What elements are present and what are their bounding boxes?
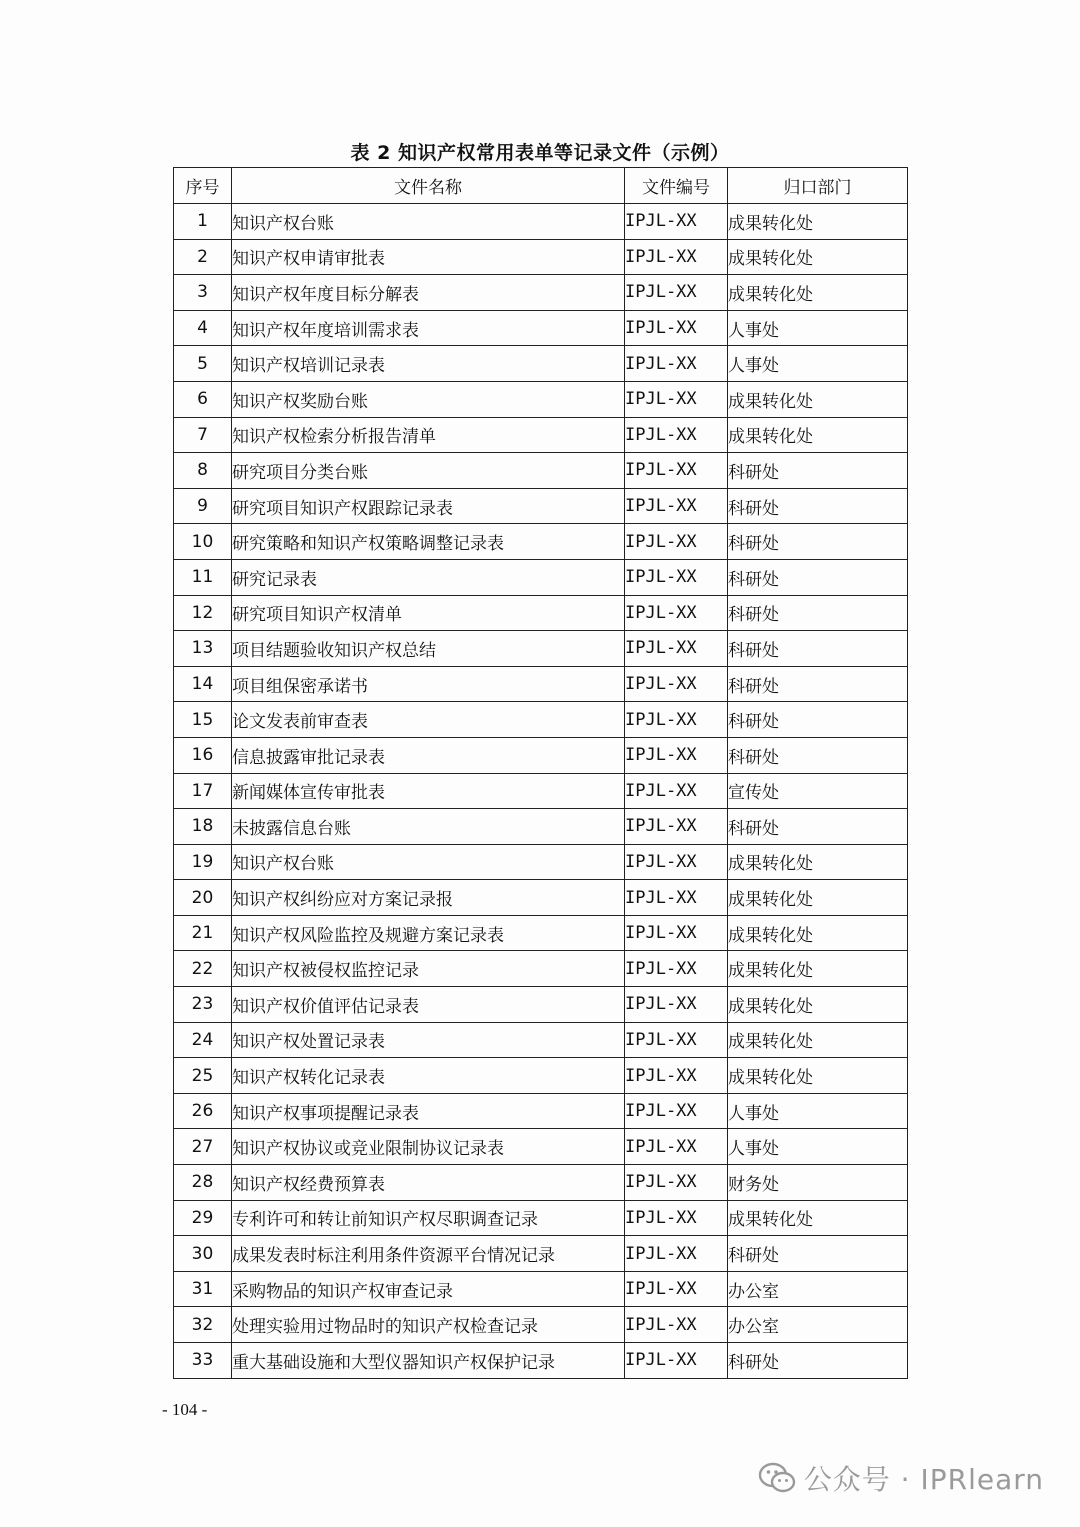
- file-name-cell: 知识产权处置记录表: [232, 1022, 625, 1058]
- table-row: [174, 951, 908, 987]
- department-cell: 成果转化处: [728, 1058, 908, 1094]
- file-name-cell: 知识产权经费预算表: [232, 1165, 625, 1201]
- file-code-cell: IPJL-XX: [625, 1165, 728, 1201]
- file-name-cell: 处理实验用过物品时的知识产权检查记录: [232, 1307, 625, 1343]
- serial-cell: 15: [174, 702, 232, 738]
- table-row: [174, 1058, 908, 1094]
- table-row: [174, 1307, 908, 1343]
- serial-cell: 13: [174, 631, 232, 667]
- serial-cell: 9: [174, 488, 232, 524]
- department-cell: 人事处: [728, 1093, 908, 1129]
- file-code-cell: IPJL-XX: [625, 453, 728, 489]
- serial-cell: 11: [174, 559, 232, 595]
- file-name-cell: 专利许可和转让前知识产权尽职调查记录: [232, 1200, 625, 1236]
- file-name-cell: 知识产权被侵权监控记录: [232, 951, 625, 987]
- serial-cell: 26: [174, 1093, 232, 1129]
- department-cell: 科研处: [728, 666, 908, 702]
- serial-cell: 28: [174, 1165, 232, 1201]
- department-cell: 人事处: [728, 310, 908, 346]
- file-code-cell: IPJL-XX: [625, 559, 728, 595]
- department-cell: 成果转化处: [728, 1022, 908, 1058]
- header-file-name: 文件名称: [232, 168, 625, 204]
- file-code-cell: IPJL-XX: [625, 987, 728, 1023]
- department-cell: 成果转化处: [728, 239, 908, 275]
- department-cell: 财务处: [728, 1165, 908, 1201]
- serial-cell: 32: [174, 1307, 232, 1343]
- file-code-cell: IPJL-XX: [625, 417, 728, 453]
- table-row: [174, 381, 908, 417]
- serial-cell: 19: [174, 844, 232, 880]
- file-name-cell: 知识产权事项提醒记录表: [232, 1093, 625, 1129]
- serial-cell: 24: [174, 1022, 232, 1058]
- file-name-cell: 研究策略和知识产权策略调整记录表: [232, 524, 625, 560]
- file-name-cell: 新闻媒体宣传审批表: [232, 773, 625, 809]
- department-cell: 成果转化处: [728, 381, 908, 417]
- serial-cell: 17: [174, 773, 232, 809]
- file-code-cell: IPJL-XX: [625, 702, 728, 738]
- table-header-row: [174, 168, 908, 204]
- file-name-cell: 知识产权培训记录表: [232, 346, 625, 382]
- serial-cell: 21: [174, 915, 232, 951]
- serial-cell: 27: [174, 1129, 232, 1165]
- file-code-cell: IPJL-XX: [625, 204, 728, 240]
- serial-cell: 1: [174, 204, 232, 240]
- table-row: [174, 1343, 908, 1379]
- serial-cell: 30: [174, 1236, 232, 1272]
- table-row: [174, 987, 908, 1023]
- table-row: [174, 453, 908, 489]
- table-row: [174, 844, 908, 880]
- serial-cell: 6: [174, 381, 232, 417]
- department-cell: 宣传处: [728, 773, 908, 809]
- file-name-cell: 知识产权转化记录表: [232, 1058, 625, 1094]
- department-cell: 成果转化处: [728, 880, 908, 916]
- serial-cell: 22: [174, 951, 232, 987]
- file-code-cell: IPJL-XX: [625, 275, 728, 311]
- file-name-cell: 知识产权检索分析报告清单: [232, 417, 625, 453]
- department-cell: 办公室: [728, 1271, 908, 1307]
- file-code-cell: IPJL-XX: [625, 1093, 728, 1129]
- department-cell: 成果转化处: [728, 987, 908, 1023]
- department-cell: 成果转化处: [728, 844, 908, 880]
- header-department: 归口部门: [728, 168, 908, 204]
- serial-cell: 33: [174, 1343, 232, 1379]
- table-row: [174, 488, 908, 524]
- table-row: [174, 275, 908, 311]
- table-row: [174, 702, 908, 738]
- table-row: [174, 880, 908, 916]
- file-code-cell: IPJL-XX: [625, 844, 728, 880]
- serial-cell: 18: [174, 809, 232, 845]
- table-row: [174, 631, 908, 667]
- file-name-cell: 研究记录表: [232, 559, 625, 595]
- serial-cell: 20: [174, 880, 232, 916]
- file-code-cell: IPJL-XX: [625, 524, 728, 560]
- department-cell: 成果转化处: [728, 417, 908, 453]
- file-code-cell: IPJL-XX: [625, 1271, 728, 1307]
- file-code-cell: IPJL-XX: [625, 381, 728, 417]
- file-code-cell: IPJL-XX: [625, 1022, 728, 1058]
- department-cell: 科研处: [728, 809, 908, 845]
- file-code-cell: IPJL-XX: [625, 951, 728, 987]
- serial-cell: 10: [174, 524, 232, 560]
- file-code-cell: IPJL-XX: [625, 631, 728, 667]
- table-row: [174, 1271, 908, 1307]
- serial-cell: 5: [174, 346, 232, 382]
- file-name-cell: 知识产权年度培训需求表: [232, 310, 625, 346]
- file-code-cell: IPJL-XX: [625, 666, 728, 702]
- file-name-cell: 采购物品的知识产权审查记录: [232, 1271, 625, 1307]
- department-cell: 科研处: [728, 453, 908, 489]
- file-name-cell: 知识产权台账: [232, 844, 625, 880]
- file-code-cell: IPJL-XX: [625, 809, 728, 845]
- watermark: [758, 1458, 1044, 1498]
- department-cell: 成果转化处: [728, 915, 908, 951]
- file-code-cell: IPJL-XX: [625, 310, 728, 346]
- file-code-cell: IPJL-XX: [625, 1058, 728, 1094]
- department-cell: 科研处: [728, 1343, 908, 1379]
- department-cell: 办公室: [728, 1307, 908, 1343]
- department-cell: 成果转化处: [728, 951, 908, 987]
- file-code-cell: IPJL-XX: [625, 488, 728, 524]
- serial-cell: 23: [174, 987, 232, 1023]
- file-name-cell: 知识产权协议或竞业限制协议记录表: [232, 1129, 625, 1165]
- department-cell: 人事处: [728, 346, 908, 382]
- serial-cell: 3: [174, 275, 232, 311]
- department-cell: 成果转化处: [728, 275, 908, 311]
- file-code-cell: IPJL-XX: [625, 915, 728, 951]
- department-cell: 科研处: [728, 559, 908, 595]
- department-cell: 科研处: [728, 524, 908, 560]
- table-row: [174, 1022, 908, 1058]
- page-number: - 104 -: [162, 1400, 208, 1419]
- file-name-cell: 论文发表前审查表: [232, 702, 625, 738]
- department-cell: 人事处: [728, 1129, 908, 1165]
- serial-cell: 4: [174, 310, 232, 346]
- department-cell: 科研处: [728, 488, 908, 524]
- file-name-cell: 知识产权价值评估记录表: [232, 987, 625, 1023]
- file-name-cell: 研究项目知识产权清单: [232, 595, 625, 631]
- header-file-code: 文件编号: [625, 168, 728, 204]
- serial-cell: 16: [174, 737, 232, 773]
- file-code-cell: IPJL-XX: [625, 880, 728, 916]
- file-code-cell: IPJL-XX: [625, 1200, 728, 1236]
- header-serial: 序号: [174, 168, 232, 204]
- file-code-cell: IPJL-XX: [625, 1129, 728, 1165]
- file-name-cell: 项目组保密承诺书: [232, 666, 625, 702]
- file-name-cell: 知识产权风险监控及规避方案记录表: [232, 915, 625, 951]
- file-name-cell: 信息披露审批记录表: [232, 737, 625, 773]
- table-row: [174, 915, 908, 951]
- wechat-icon: [758, 1461, 796, 1495]
- table-title: 表 2 知识产权常用表单等记录文件（示例）: [350, 142, 730, 164]
- file-name-cell: 知识产权奖励台账: [232, 381, 625, 417]
- file-name-cell: 成果发表时标注利用条件资源平台情况记录: [232, 1236, 625, 1272]
- table-body: [174, 204, 908, 1379]
- department-cell: 科研处: [728, 737, 908, 773]
- file-code-cell: IPJL-XX: [625, 1343, 728, 1379]
- file-code-cell: IPJL-XX: [625, 773, 728, 809]
- department-cell: 成果转化处: [728, 204, 908, 240]
- table-row: [174, 773, 908, 809]
- file-code-cell: IPJL-XX: [625, 1307, 728, 1343]
- serial-cell: 8: [174, 453, 232, 489]
- file-name-cell: 重大基础设施和大型仪器知识产权保护记录: [232, 1343, 625, 1379]
- table-row: [174, 666, 908, 702]
- department-cell: 科研处: [728, 631, 908, 667]
- file-code-cell: IPJL-XX: [625, 239, 728, 275]
- table-row: [174, 809, 908, 845]
- table-row: [174, 239, 908, 275]
- watermark-text: 公众号 · IPRlearn: [803, 1463, 1044, 1496]
- file-name-cell: 知识产权台账: [232, 204, 625, 240]
- file-name-cell: 研究项目分类台账: [232, 453, 625, 489]
- table-row: [174, 524, 908, 560]
- table-row: [174, 346, 908, 382]
- table-row: [174, 737, 908, 773]
- serial-cell: 2: [174, 239, 232, 275]
- serial-cell: 14: [174, 666, 232, 702]
- department-cell: 成果转化处: [728, 1200, 908, 1236]
- records-table: [173, 167, 908, 1379]
- serial-cell: 12: [174, 595, 232, 631]
- table-row: [174, 1093, 908, 1129]
- serial-cell: 7: [174, 417, 232, 453]
- file-code-cell: IPJL-XX: [625, 595, 728, 631]
- table-row: [174, 1165, 908, 1201]
- file-code-cell: IPJL-XX: [625, 1236, 728, 1272]
- table-row: [174, 417, 908, 453]
- file-code-cell: IPJL-XX: [625, 737, 728, 773]
- serial-cell: 31: [174, 1271, 232, 1307]
- file-name-cell: 知识产权申请审批表: [232, 239, 625, 275]
- department-cell: 科研处: [728, 702, 908, 738]
- file-name-cell: 未披露信息台账: [232, 809, 625, 845]
- table-row: [174, 204, 908, 240]
- file-name-cell: 知识产权纠纷应对方案记录报: [232, 880, 625, 916]
- file-code-cell: IPJL-XX: [625, 346, 728, 382]
- table-row: [174, 310, 908, 346]
- table-row: [174, 1200, 908, 1236]
- serial-cell: 25: [174, 1058, 232, 1094]
- department-cell: 科研处: [728, 595, 908, 631]
- table-row: [174, 595, 908, 631]
- table-row: [174, 1129, 908, 1165]
- table-row: [174, 559, 908, 595]
- file-name-cell: 知识产权年度目标分解表: [232, 275, 625, 311]
- file-name-cell: 研究项目知识产权跟踪记录表: [232, 488, 625, 524]
- department-cell: 科研处: [728, 1236, 908, 1272]
- table-row: [174, 1236, 908, 1272]
- serial-cell: 29: [174, 1200, 232, 1236]
- file-name-cell: 项目结题验收知识产权总结: [232, 631, 625, 667]
